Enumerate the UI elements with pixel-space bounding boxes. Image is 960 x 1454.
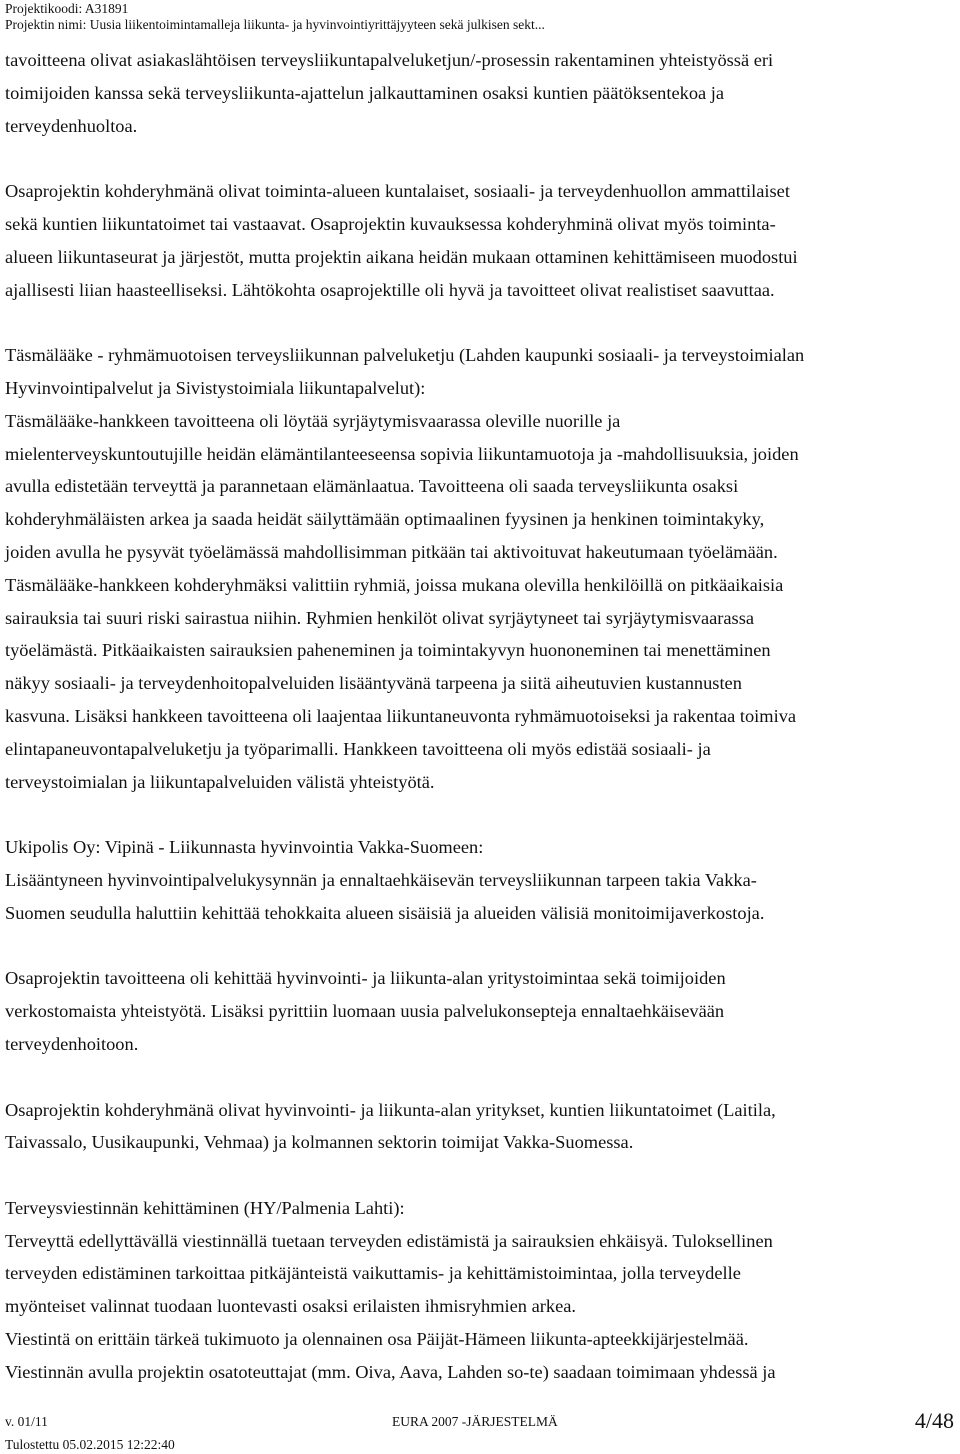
text-line: joiden avulla he pysyvät työelämässä mahdollisimman pitkään tai aktivoituvat hakeutumaan työelämään. bbox=[5, 541, 778, 562]
text-line: Osaprojektin kohderyhmänä olivat hyvinvointi- ja liikunta-alan yritykset, kuntien liikuntatoimet (Laitila, bbox=[5, 1099, 776, 1120]
footer-printed: Tulostettu 05.02.2015 12:22:40 bbox=[5, 1437, 175, 1452]
text-line: tavoitteena olivat asiakaslähtöisen terveysliikuntapalveluketjun/-prosessin rakentaminen yhteistyössä eri bbox=[5, 50, 774, 70]
footer-version: v. 01/11 bbox=[5, 1414, 48, 1429]
text-line: terveyden edistäminen tarkoittaa pitkäjänteistä vaikuttamis- ja kehittämistoimintaa, jolla terveydelle bbox=[5, 1263, 741, 1284]
text-line: kohderyhmäläisten arkea ja saada heidät säilyttämään optimaalinen fyysinen ja henkinen toimintakyky, bbox=[5, 509, 765, 530]
text-line: terveydenhoitoon. bbox=[5, 1033, 139, 1054]
text-line: Ukipolis Oy: Vipinä - Liikunnasta hyvinvointia Vakka-Suomeen: bbox=[5, 837, 484, 858]
text-line: Suomen seudulla haluttiin kehittää tehokkaita alueen sisäisiä ja alueiden välisiä monitoimijaverkostoja. bbox=[5, 902, 765, 923]
text-line: elintapaneuvontapalveluketju ja työparimalli. Hankkeen tavoitteena oli myös edistää sosiaali- ja bbox=[5, 738, 711, 759]
text-line: mielenterveyskuntoutujille heidän elämäntilanteeseensa sopivia liikuntamuotoja ja -mahdollisuuksia, joiden bbox=[5, 443, 799, 464]
page-number: 4/48 bbox=[914, 1408, 954, 1433]
text-line: Terveysviestinnän kehittäminen (HY/Palmenia Lahti): bbox=[5, 1197, 405, 1218]
text-line: verkostomaista yhteistyötä. Lisäksi pyrittiin luomaan uusia palvelukonsepteja ennaltaehkäisevään bbox=[5, 1001, 725, 1022]
text-line: toimijoiden kanssa sekä terveysliikunta-ajattelun jalkauttaminen osaksi kuntien päätöksentekoa ja bbox=[5, 82, 725, 103]
text-line: kasvuna. Lisäksi hankkeen tavoitteena oli laajentaa liikuntaneuvonta ryhmämuotoiseksi ja rakentaa toimiva bbox=[5, 705, 797, 726]
text-line: työelämästä. Pitkäaikaisten sairauksien paheneminen ja toimintakyvyn huononeminen tai menettäminen bbox=[5, 640, 771, 661]
paragraph bbox=[5, 1192, 953, 1389]
project-code: Projektikoodi: A31891 bbox=[5, 1, 129, 16]
text-line: Osaprojektin tavoitteena oli kehittää hyvinvointi- ja liikunta-alan yritystoimintaa sekä toimijoiden bbox=[5, 968, 726, 989]
text-line: alueen liikuntaseurat ja järjestöt, mutta projektin aikana heidän mukaan ottaminen kehittämiseen muodostui bbox=[5, 246, 798, 267]
text-line: myönteiset valinnat tuodaan luontevasti osaksi erilaisten ihmisryhmien arkea. bbox=[5, 1296, 576, 1317]
text-line: ajallisesti liian haasteelliseksi. Lähtökohta osaprojektille oli hyvä ja tavoitteet olivat realistiset saavuttaa. bbox=[5, 279, 775, 300]
text-line: Hyvinvointipalvelut ja Sivistystoimiala liikuntapalvelut): bbox=[5, 377, 426, 398]
document-body bbox=[5, 44, 953, 1389]
paragraph bbox=[5, 339, 953, 798]
text-line: Viestintä on erittäin tärkeä tukimuoto ja olennainen osa Päijät-Hämeen liikunta-apteekkijärjestelmää. bbox=[5, 1329, 749, 1350]
text-line: avulla edistetään terveyttä ja parannetaan elämänlaatua. Tavoitteena oli saada terveysliikunta osaksi bbox=[5, 476, 739, 497]
paragraph bbox=[5, 175, 953, 306]
paragraph bbox=[5, 962, 953, 1060]
text-line: näkyy sosiaali- ja terveydenhoitopalveluiden lisääntyvänä tarpeena ja siitä aiheutuvien kustannusten bbox=[5, 673, 742, 694]
text-line: Viestinnän avulla projektin osatoteuttajat (mm. Oiva, Aava, Lahden so-te) saadaan toimimaan yhdessä ja bbox=[5, 1361, 776, 1382]
footer-system: EURA 2007 -JÄRJESTELMÄ bbox=[392, 1414, 558, 1429]
project-name: Projektin nimi: Uusia liikentoimintamalleja liikunta- ja hyvinvointiyrittäjyyteen sekä julkisen sekt... bbox=[5, 17, 545, 32]
text-line: terveydenhuoltoa. bbox=[5, 115, 138, 136]
text-line: sekä kuntien liikuntatoimet tai vastaavat. Osaprojektin kuvauksessa kohderyhminä olivat myös toiminta- bbox=[5, 213, 776, 234]
text-line: Täsmälääke-hankkeen tavoitteena oli löytää syrjäytymisvaarassa oleville nuorille ja bbox=[5, 410, 621, 431]
text-line: Osaprojektin kohderyhmänä olivat toiminta-alueen kuntalaiset, sosiaali- ja terveydenhuollon ammattilaiset bbox=[5, 181, 790, 202]
paragraph bbox=[5, 831, 953, 929]
text-line: Lisääntyneen hyvinvointipalvelukysynnän ja ennaltaehkäisevän terveysliikunnan tarpeen takia Vakka- bbox=[5, 869, 757, 890]
paragraph bbox=[5, 1094, 953, 1160]
text-line: Täsmälääke - ryhmämuotoisen terveysliikunnan palveluketju (Lahden kaupunki sosiaali- ja terveystoimialan bbox=[5, 345, 805, 366]
text-line: terveystoimialan ja liikuntapalveluiden välistä yhteistyötä. bbox=[5, 771, 435, 792]
text-line: Täsmälääke-hankkeen kohderyhmäksi valittiin ryhmiä, joissa mukana olevilla henkilöillä on pitkäaikaisia bbox=[5, 574, 784, 595]
text-line: Terveyttä edellyttävällä viestinnällä tuetaan terveyden edistämistä ja sairauksien ehkäisyä. Tuloksellinen bbox=[5, 1230, 773, 1251]
paragraph bbox=[5, 44, 953, 142]
text-line: Taivassalo, Uusikaupunki, Vehmaa) ja kolmannen sektorin toimijat Vakka-Suomessa. bbox=[5, 1132, 634, 1153]
page-header bbox=[5, 1, 545, 33]
text-line: sairauksia tai suuri riski sairastua niihin. Ryhmien henkilöt olivat syrjäytyneet tai syrjäytymisvaarassa bbox=[5, 607, 755, 628]
